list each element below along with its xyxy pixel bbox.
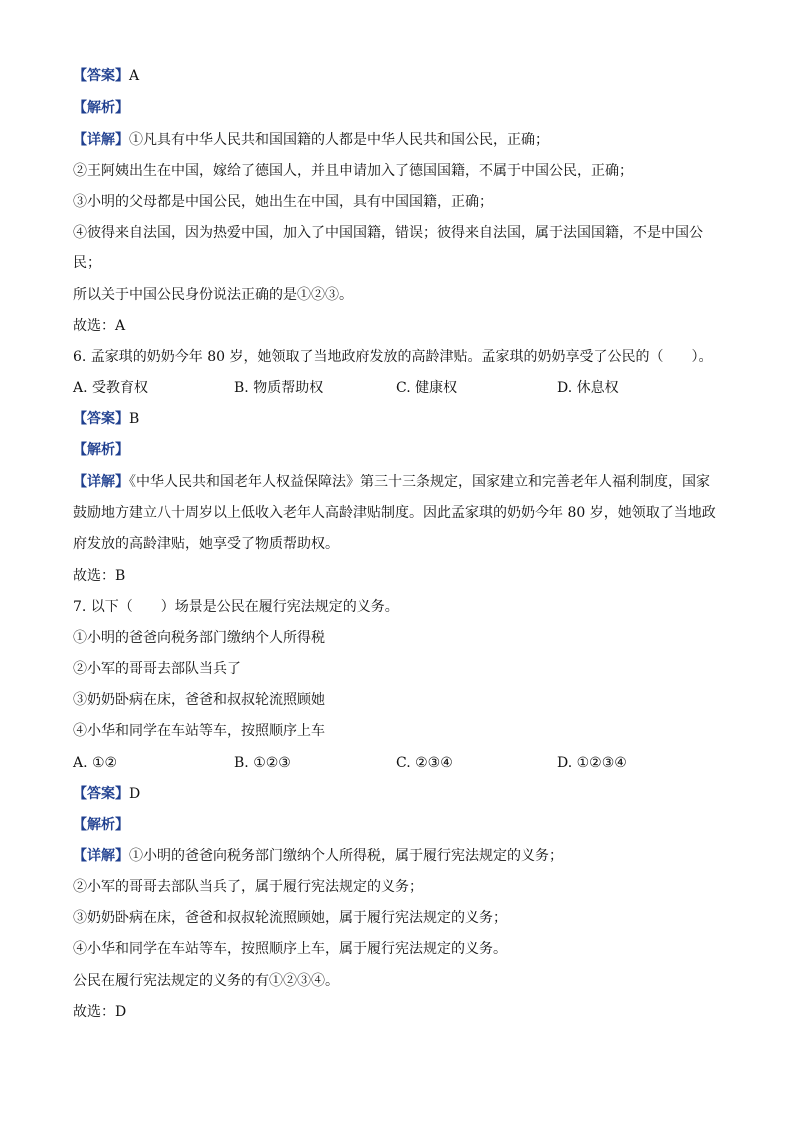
statement-item: ②小军的哥哥去部队当兵了 [73,661,241,677]
detail-line: 所以关于中国公民身份说法正确的是①②③。 [73,287,353,303]
detail-tag: 【详解】 [73,474,129,490]
detail-line: ④小华和同学在车站等车，按照顺序上车，属于履行宪法规定的义务。 [73,941,507,957]
detail-line: ③小明的父母都是中国公民，她出生在中国，具有中国国籍，正确； [73,194,493,210]
option-c: C. ②③④ [396,755,453,771]
detail-line: ④彼得来自法国，因为热爱中国，加入了中国国籍，错误；彼得来自法国，属于法国国籍，不是中国公 [73,225,703,241]
detail-line: ②小军的哥哥去部队当兵了，属于履行宪法规定的义务； [73,879,423,895]
analysis-tag-line-1 [73,98,129,118]
detail-tag: 【详解】 [73,848,129,864]
statement-item: ④小华和同学在车站等车，按照顺序上车 [73,723,325,739]
detail-line [73,846,563,866]
answer-tag: 【答案】 [73,68,129,84]
option-a: A. ①② [73,755,118,771]
answer-line-1 [73,66,139,86]
detail-line: ②王阿姨出生在中国，嫁给了德国人，并且申请加入了德国国籍，不属于中国公民，正确； [73,163,633,179]
answer-line-6 [73,409,139,429]
answer-line-7 [73,784,140,804]
detail-tag: 【详解】 [73,132,129,148]
analysis-tag-line-6 [73,440,129,460]
detail-line [73,472,710,492]
question-stem-7: 7. 以下（ ）场景是公民在履行宪法规定的义务。 [73,599,399,615]
choice-line: 故选：D [73,1004,127,1020]
statement-item: ③奶奶卧病在床，爸爸和叔叔轮流照顾她 [73,692,325,708]
detail-line [73,130,549,150]
analysis-tag: 【解析】 [73,100,129,116]
answer-value: B [129,411,140,427]
question-stem-6: 6. 孟家琪的奶奶今年 80 岁，她领取了当地政府发放的高龄津贴。孟家琪的奶奶享受了公民的（ ）。 [73,349,713,365]
option-d: D. 休息权 [557,380,619,396]
detail-line: 府发放的高龄津贴，她享受了物质帮助权。 [73,536,339,552]
option-b: B. ①②③ [234,755,291,771]
detail-text: ①小明的爸爸向税务部门缴纳个人所得税，属于履行宪法规定的义务； [129,848,563,864]
choice-line: 故选：B [73,568,126,584]
option-b: B. 物质帮助权 [234,380,324,396]
analysis-tag-line-7 [73,815,129,835]
detail-text: ①凡具有中华人民共和国国籍的人都是中华人民共和国公民，正确； [129,132,549,148]
detail-line: 公民在履行宪法规定的义务的有①②③④。 [73,973,339,989]
answer-value: D [129,786,141,802]
option-d: D. ①②③④ [557,755,627,771]
answer-tag: 【答案】 [73,411,129,427]
analysis-tag: 【解析】 [73,442,129,458]
detail-line: 民； [73,255,101,271]
choice-line: 故选：A [73,318,126,334]
detail-line: ③奶奶卧病在床，爸爸和叔叔轮流照顾她，属于履行宪法规定的义务； [73,910,507,926]
statement-item: ①小明的爸爸向税务部门缴纳个人所得税 [73,630,325,646]
answer-tag: 【答案】 [73,786,129,802]
detail-line: 鼓励地方建立八十周岁以上低收入老年人高龄津贴制度。因此孟家琪的奶奶今年 80 岁，她领取了当地政 [73,505,716,521]
detail-text: 《中华人民共和国老年人权益保障法》第三十三条规定，国家建立和完善老年人福利制度，国家 [129,474,710,490]
option-c: C. 健康权 [396,380,458,396]
analysis-tag: 【解析】 [73,817,129,833]
option-a: A. 受教育权 [73,380,149,396]
answer-value: A [129,68,140,84]
